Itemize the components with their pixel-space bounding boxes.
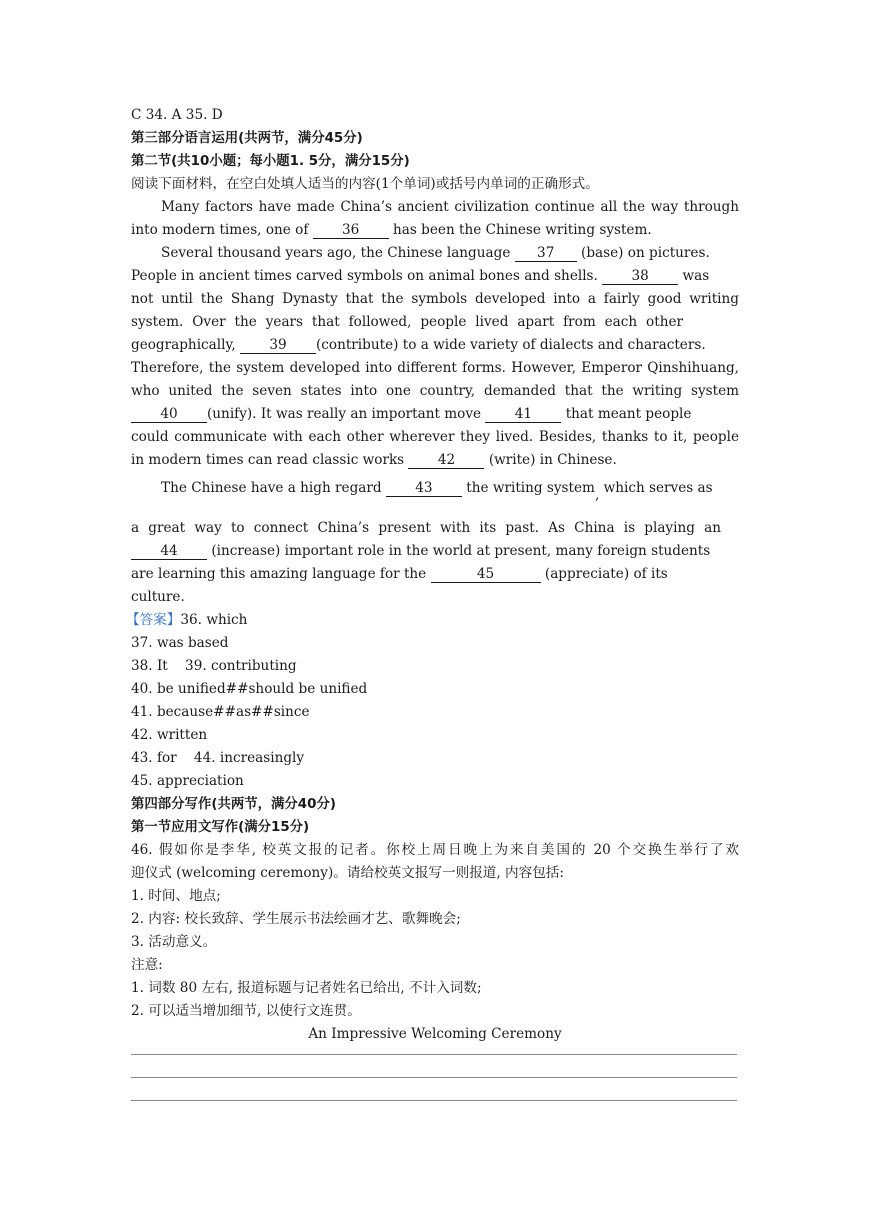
passage-text: (increase) important role in the world at present, many foreign students xyxy=(211,543,711,559)
passage-text: (unify). It was really an important move xyxy=(207,406,482,422)
task-line: 迎仪式 (welcoming ceremony)。请给校英文报写一则报道, 内容包括: xyxy=(131,865,564,881)
writing-line xyxy=(131,1077,737,1078)
instruction: 阅读下面材料，在空白处填人适当的内容(1个单词)或括号内单词的正确形式。 xyxy=(131,176,599,192)
previous-answers-line: C 34. A 35. D xyxy=(131,107,223,123)
answer-line: 37. was based xyxy=(131,635,229,651)
passage-text: geographically, xyxy=(131,337,236,353)
task-line: 46. 假如你是李华, 校英文报的记者。你校上周日晚上为来自美国的 20 个交换生举行了欢 xyxy=(131,842,739,858)
passage-text: (write) in Chinese. xyxy=(488,452,617,468)
passage-text: the writing system xyxy=(466,480,595,496)
blank-38: 38 xyxy=(602,269,678,285)
passage-line: could communicate with each other wherever they lived. Besides, thanks to it, people xyxy=(131,429,739,445)
blank-45: 45 xyxy=(431,567,541,583)
section2-heading: 第二节(共10小题；每小题1. 5分，满分15分) xyxy=(131,154,410,169)
passage-text: (base) on pictures. xyxy=(581,245,710,261)
answer-text: 36. which xyxy=(180,612,248,628)
answer-line: 40. be unified##should be unified xyxy=(131,681,368,697)
answer-line: 38. It 39. contributing xyxy=(131,658,297,674)
passage-text: are learning this amazing language for the xyxy=(131,566,427,582)
passage-text: People in ancient times carved symbols on animal bones and shells. xyxy=(131,268,598,284)
passage-line xyxy=(131,221,652,240)
passage-text: in modern times can read classic works xyxy=(131,452,405,468)
passage-text: (appreciate) of its xyxy=(544,566,668,582)
passage-line xyxy=(161,479,713,503)
answer-line: 42. written xyxy=(131,727,208,743)
passage-line xyxy=(131,565,668,584)
passage-line xyxy=(161,244,710,263)
task-item: 2. 内容: 校长致辞、学生展示书法绘画才艺、歌舞晚会; xyxy=(131,911,461,927)
blank-39: 39 xyxy=(240,338,316,354)
passage-line: culture. xyxy=(131,589,185,605)
answer-line xyxy=(126,611,247,630)
note-item: 1. 词数 80 左右, 报道标题与记者姓名已给出, 不计入词数; xyxy=(131,980,482,996)
answer-label: 【答案】 xyxy=(126,612,181,628)
passage-line: who united the seven states into one country, demanded that the writing system xyxy=(131,383,739,399)
blank-40: 40 xyxy=(131,407,207,423)
passage-text: which serves as xyxy=(603,480,713,496)
passage-text: that meant people xyxy=(565,406,692,422)
note-label: 注意: xyxy=(131,957,163,973)
part3-heading: 第三部分语言运用(共两节，满分45分) xyxy=(131,131,363,146)
blank-42: 42 xyxy=(408,453,484,469)
task-item: 1. 时间、地点; xyxy=(131,888,221,904)
section1-heading: 第一节应用文写作(满分15分) xyxy=(131,820,310,835)
writing-line xyxy=(131,1054,737,1055)
passage-line: system. Over the years that followed, people lived apart from each other xyxy=(131,314,683,330)
passage-line xyxy=(131,405,691,424)
passage-line: Many factors have made China’s ancient civilization continue all the way through xyxy=(161,199,739,215)
passage-line xyxy=(131,267,709,286)
writing-line xyxy=(131,1100,737,1101)
stray-comma: , xyxy=(594,487,600,503)
passage-text: into modern times, one of xyxy=(131,222,309,238)
passage-line xyxy=(131,542,710,561)
part4-heading: 第四部分写作(共两节，满分40分) xyxy=(131,797,336,812)
blank-41: 41 xyxy=(485,407,561,423)
passage-line: not until the Shang Dynasty that the symbols developed into a fairly good writing xyxy=(131,291,739,307)
passage-text: The Chinese have a high regard xyxy=(161,480,382,496)
essay-title: An Impressive Welcoming Ceremony xyxy=(308,1026,562,1042)
answer-line: 43. for 44. increasingly xyxy=(131,750,305,766)
passage-line: a great way to connect China’s present with its past. As China is playing an xyxy=(131,520,721,536)
passage-text: has been the Chinese writing system. xyxy=(393,222,652,238)
passage-text: Several thousand years ago, the Chinese language xyxy=(161,245,511,261)
blank-44: 44 xyxy=(131,544,207,560)
passage-text: (contribute) to a wide variety of dialects and characters. xyxy=(315,337,706,353)
note-item: 2. 可以适当增加细节, 以使行文连贯。 xyxy=(131,1003,361,1019)
blank-36: 36 xyxy=(313,223,389,239)
passage-line xyxy=(131,336,706,355)
blank-43: 43 xyxy=(386,481,462,497)
passage-line xyxy=(131,451,617,470)
task-item: 3. 活动意义。 xyxy=(131,934,217,950)
answer-line: 41. because##as##since xyxy=(131,704,310,720)
blank-37: 37 xyxy=(515,246,577,262)
passage-line: Therefore, the system developed into different forms. However, Emperor Qinshihuang, xyxy=(131,360,739,376)
passage-text: was xyxy=(682,268,710,284)
answer-line: 45. appreciation xyxy=(131,773,244,789)
